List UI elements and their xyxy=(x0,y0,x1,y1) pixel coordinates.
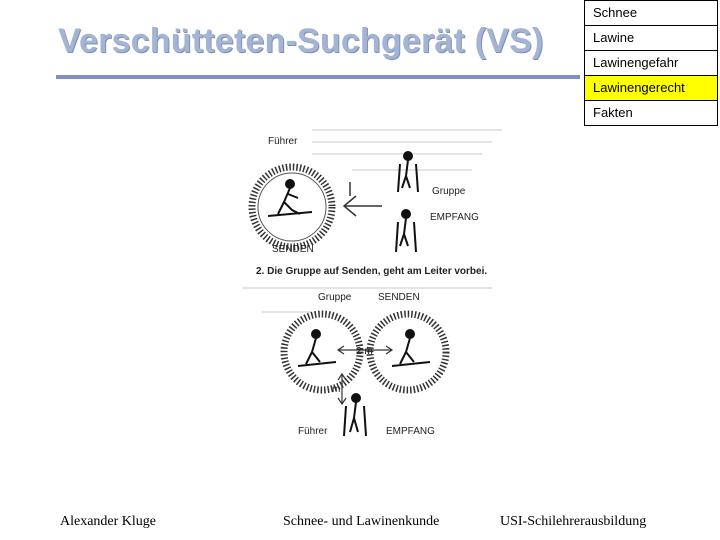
transmit-range-circle-top xyxy=(252,167,332,247)
title-underline xyxy=(56,75,580,79)
label-distance-2m: 2 m xyxy=(356,346,373,357)
label-senden-bottom: SENDEN xyxy=(378,292,420,303)
transmit-range-circle-right xyxy=(370,314,446,390)
label-gruppe-bottom: Gruppe xyxy=(318,292,352,303)
nav-item-lawinengerecht[interactable]: Lawinengerecht xyxy=(584,75,718,101)
nav-item-lawine[interactable]: Lawine xyxy=(584,25,718,51)
skier-leader-icon xyxy=(268,180,312,216)
nav-item-lawinengefahr[interactable]: Lawinengefahr xyxy=(584,50,718,76)
page-title: Verschütteten-Suchgerät (VS) xyxy=(58,22,544,60)
skier-receiver-icon-top xyxy=(396,210,416,252)
label-empfang-bottom: EMPFANG xyxy=(386,426,435,437)
label-gruppe-top: Gruppe xyxy=(432,186,466,197)
transmit-range-circle-left xyxy=(284,314,360,390)
label-empfang-top: EMPFANG xyxy=(430,212,479,223)
figure-caption-2: 2. Die Gruppe auf Senden, geht am Leiter vorbei. xyxy=(256,266,488,277)
skier-group-icon-top xyxy=(398,152,418,192)
diagram-svg xyxy=(232,122,508,448)
direction-arrow xyxy=(344,182,382,216)
footer-author: Alexander Kluge xyxy=(60,514,157,529)
nav-item-schnee[interactable]: Schnee xyxy=(584,0,718,26)
label-senden-top: SENDEN xyxy=(272,244,314,255)
nav-item-fakten[interactable]: Fakten xyxy=(584,100,718,126)
skier-leader-icon-bottom xyxy=(344,394,366,436)
label-distance-m: m xyxy=(332,384,341,395)
footer-org: USI-Schilehrerausbildung xyxy=(500,514,647,529)
skier-group-icon-bottom-right xyxy=(392,330,430,366)
skier-group-icon-bottom-left xyxy=(298,330,336,366)
label-fuehrer-top: Führer xyxy=(268,136,298,147)
avalanche-transceiver-diagram xyxy=(232,122,508,448)
footer-course: Schnee- und Lawinenkunde xyxy=(283,514,440,529)
label-fuehrer-bottom: Führer xyxy=(298,426,328,437)
